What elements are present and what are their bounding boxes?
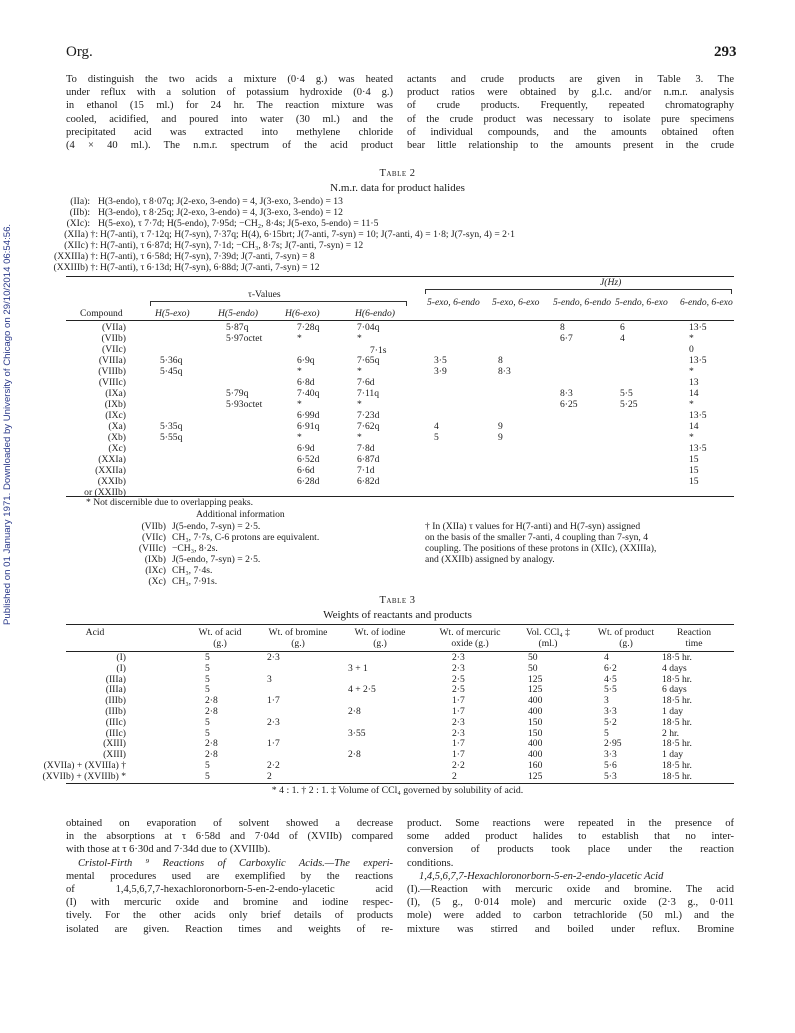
table3-column-header: (g.) [619,638,633,649]
table2-cell: 5·97octet [226,333,263,344]
coupling-text: H(7-anti), τ 6·87d; H(7-syn), 7·1d; −CH₃, 8·7s; J(7-anti, 7-syn) = 12 [100,240,364,251]
page-number: 293 [714,44,737,60]
table3-cell: 2·8 [205,738,218,750]
table2-cell: 9 [498,432,503,443]
table2-cell: 7·1d [357,465,375,476]
text-line: of individual compounds, and the amounts obtained often [407,126,734,138]
table2-cell: 6·6d [297,465,315,476]
table2-cell: 7·65q [357,355,380,366]
table3-cell: 1 day [662,706,684,717]
text-line: cooled, acidified, and poured into water (30 ml.) and the [66,113,393,125]
table3-cell: 2·3 [267,652,280,663]
j-header: J(Hz) [600,277,622,288]
table2-cell: 7·04q [357,322,380,333]
table3-cell: 5·5 [604,684,617,696]
table3-cell: 4 [604,652,609,663]
download-notice: Published on 01 January 1971. Downloaded by University of Chicago on 29/10/2014 06:54:56. [2,223,13,625]
text-line: conditions. [407,857,454,869]
table2-column-header: H(6-exo) [285,308,320,319]
table3-footnote: * 4 : 1. † 2 : 1. ‡ Volume of CCl₄ governed by solubility of acid. [271,785,524,796]
table2-cell: 7·28q [297,322,320,333]
table3-cell: 2·95 [604,738,622,750]
text-line: (4 × 40 ml.). The n.m.r. spectrum of the acid product [66,140,393,152]
table3-cell: 1·7 [452,738,465,750]
table2-cell: 6·25 [560,399,578,410]
section-heading: 1,4,5,6,7,7-Hexachloronorborn-5-en-2-endo-ylacetic Acid [419,870,664,882]
section-heading: Cristol-Firth ⁹ Reactions of Carboxylic Acids.—The experi- [78,857,393,869]
table3-cell: 2·3 [452,662,465,674]
table3-cell: 5 [205,727,210,739]
table3-cell: 125 [528,673,543,685]
table3-cell: 400 [528,749,543,761]
table3-cell: 18·5 hr. [662,770,692,782]
table3-cell: 5 [205,652,210,663]
table3-cell: 1·7 [267,738,280,750]
coupling-compound: (XIIa) †: [64,229,98,240]
table3-column-header: Wt. of bromine [268,627,328,638]
text-line: To distinguish the two acids a mixture (0·4 g.) was heated [66,74,393,85]
coupling-text: H(7-anti), τ 6·58d; H(7-syn), 7·39d; J(7-anti, 7-syn) = 8 [100,251,315,262]
coupling-compound: (XXIIIb) †: [53,262,98,273]
text-line: (I), (5 g., 0·014 mole) and mercuric oxide (2·3 g., 0·011 [407,897,734,909]
table3-cell: 5 [205,662,210,674]
table3-cell: 6·2 [604,662,617,674]
table3-column-header: Reaction [676,627,712,638]
table2-label: Table 2 [379,168,416,179]
coupling-text: H(7-anti), τ 6·13d; H(7-syn), 6·88d; J(7-anti, 7-syn) = 12 [100,262,320,273]
table2-column-header: H(5-endo) [218,308,258,319]
table2-cell: 5·36q [160,355,183,366]
text-line: actants and crude products are given in Table 3. The [407,74,734,85]
additional-text: J(5-endo, 7-syn) = 2·5. [172,521,261,532]
table3-acid-cell: (IIIb) [105,706,126,717]
table3-label: Table 3 [379,595,416,606]
table2-cell: 15 [689,465,699,476]
text-line: of the crude product was necessary to isolate pure specimens [407,113,734,125]
table2-cell: * [689,366,694,377]
table2-footnote-star: * Not discernible due to overlapping peaks. [86,497,254,508]
table2-cell: 7·8d [357,443,375,454]
tau-header: τ-Values [248,289,281,300]
table2-cell: 8·3 [560,388,573,399]
additional-text: CH₃, 7·91s. [172,576,218,587]
table3-cell: 1·7 [452,695,465,707]
table2-column-header: 6-endo, 6-exo [680,297,733,308]
table3-acid-cell: (IIIc) [105,716,126,728]
table3-acid-cell: (I) [116,652,126,663]
table3-acid-cell: (IIIc) [105,727,126,739]
coupling-compound: (XXIIIa) †: [54,251,98,262]
table3-column-header: (g.) [213,638,227,649]
table2-compound-cell: (IXc) [105,410,126,421]
table3-cell: 1 day [662,749,684,761]
table3-cell: 5 [205,760,210,771]
table3-cell: 5·2 [604,716,617,728]
table3-cell: 3·3 [604,706,617,717]
intro-left-column [66,73,393,152]
table3-cell: 2·8 [348,706,361,717]
table3-title: Weights of reactants and products [323,609,472,621]
table2-compound-cell: (Xc) [108,443,126,454]
table3-cell: 18·5 hr. [662,673,692,685]
table2-cell: 5·79q [226,388,249,399]
additional-compound: (VIIc) [142,532,166,543]
table2-cell: 5·55q [160,432,183,443]
table3-cell: 3 + 1 [348,662,368,674]
table3-cell: 2·3 [452,716,465,728]
table3-column-header: Wt. of product [597,627,655,638]
body-left-column [66,817,393,936]
coupling-compound: (XIIc) †: [64,240,98,251]
table2-cell: 5·5 [620,388,633,399]
text-line: of 1,4,5,6,7,7-hexachloronorborn-5-en-2-endo-ylacetic acid [66,884,393,896]
coupling-compound: (XIc): [66,218,90,229]
table2-column-header: 5-endo, 6-endo [553,297,612,308]
table2-cell: 3·5 [434,355,447,366]
table2-cell: 8 [498,355,503,366]
table2-compound-cell: (IXa) [105,388,126,399]
table3-cell: 4 + 2·5 [348,684,376,696]
table3-cell: 400 [528,738,543,750]
table3-cell: 5 [205,673,210,685]
table2-column-header: H(5-exo) [155,308,190,319]
table2-cell: * [297,399,302,410]
table3-column-header: Wt. of mercuric [439,627,501,638]
table3-cell: 5 [604,727,609,739]
additional-compound: (VIIb) [141,521,166,532]
table2-column-header: 5-exo, 6-endo [427,297,480,308]
table2-cell: 14 [689,388,699,399]
table3-cell: 2 [267,770,272,782]
table2-cell: 6·52d [297,454,320,465]
table2-cell: 7·11q [357,388,380,399]
table2-cell: 6·8d [297,377,315,388]
additional-compound: (Xc) [148,576,166,587]
table3-cell: 5·6 [604,760,617,771]
text-line: † In (XIIa) τ values for H(7-anti) and H(7-syn) assigned [425,521,641,532]
table2-compound-cell: (Xa) [108,421,126,432]
table2-column-header: Compound [80,308,123,319]
table2-cell: 3·9 [434,366,447,377]
text-line: and (XXIIb) assigned by analogy. [425,553,555,565]
table2-cell: * [297,432,302,443]
text-line: conversion of products took place under the reaction [407,844,734,856]
table2-compound-cell: (VIIa) [102,322,126,333]
coupling-text: H(3-endo), τ 8·25q; J(2-exo, 3-endo) = 4, J(3-exo, 3-endo) = 12 [98,207,343,218]
table3-cell: 3 [604,695,609,707]
table3-cell: 2·8 [205,749,218,761]
table3-cell: 2·5 [452,684,465,696]
text-line: (I).—Reaction with mercuric oxide and bromine. The acid [407,884,734,896]
table3-column-header: oxide (g.) [451,638,489,649]
table2-column-header: 5-exo, 6-exo [492,297,540,308]
table3-cell: 3·3 [604,749,617,761]
table3-cell: 18·5 hr. [662,738,692,750]
table3-cell: 5 [205,770,210,782]
table2-column-header: H(6-endo) [355,308,395,319]
table2-cell: 5·87q [226,322,249,333]
table3-acid-cell: (IIIa) [105,673,126,685]
text-line: precipitated acid was extracted into methylene chloride [66,126,393,138]
dagger-note [425,522,656,566]
table2-cell: 8·3 [498,366,511,377]
table3-top-rule [66,624,734,625]
table3-cell: 2 [452,770,457,782]
table3-cell: 4 days [662,662,687,674]
table3-cell: 5 [205,684,210,696]
table2-compound-cell: (XXIb) [97,476,126,487]
body-right-column [407,817,734,936]
table3-acid-cell: (IIIa) [105,684,126,696]
text-line: in ethanol (15 ml.) for 24 hr. The reaction mixture was [66,100,393,112]
text-line: with those at τ 6·30d and 7·34d due to (XVIIIb). [66,844,271,856]
table3-column-header: (g.) [373,638,387,649]
table2-cell: 5 [434,432,439,443]
table3-cell: 1·7 [452,749,465,761]
table2-cell: 13 [689,377,699,388]
table3-cell: 150 [528,727,543,739]
table2-cell: 6·99d [297,410,320,421]
table2-header-rule [66,320,734,321]
tau-brace [150,301,407,306]
additional-text: CH₃, 7·4s. [172,565,213,576]
table3-column-header: Wt. of acid [198,627,242,638]
text-line: (I) with mercuric oxide and bromine and iodine respec- [66,897,393,909]
text-line: coupling. The positions of these protons in (XIIc), (XXIIIa), [425,542,657,554]
text-line: in the absorptions at τ 6·58d and 7·04d of (XVIIb) compared [66,831,393,843]
intro-right-column [407,73,734,152]
table2-cell: * [357,399,362,410]
table3-cell: 2·8 [205,706,218,717]
table3-acid-cell: (XIII) [103,738,126,750]
table2-cell: 13·5 [689,410,707,421]
table3-cell: 18·5 hr. [662,716,692,728]
table3-cell: 3 [267,673,272,685]
table3-cell: 1·7 [267,695,280,707]
table2-cell: 6·9d [297,443,315,454]
table2-cell: 8 [560,322,565,333]
table3-cell: 18·5 hr. [662,760,692,771]
table3-column-header: Vol. CCl₄ ‡ [526,627,570,638]
table2-cell: * [297,366,302,377]
table2-compound-cell: (Xb) [107,432,126,443]
table2-cell: * [689,432,694,443]
table2-cell: 6·9q [297,355,315,366]
table2-cell: 5·45q [160,366,183,377]
table3-cell: 1·7 [452,706,465,717]
table3-cell: 2·5 [452,673,465,685]
table2-cell: * [689,333,694,344]
j-brace [425,289,732,294]
table2-cell: 15 [689,476,699,487]
table2-compound-cell: (VIIIc) [98,377,126,388]
table2-cell: 7·62q [357,421,380,432]
table3-cell: 2·2 [452,760,465,771]
text-line: on the basis of the smaller 7-anti, 4 coupling than 7-syn, 4 [425,531,649,543]
table3-acid-cell: (XVIIb) + (XVIIIb) * [42,770,126,782]
text-line: mental procedures used are exemplified by the reactions [66,870,393,882]
coupling-text: H(5-exo), τ 7·7d; H(5-endo), 7·95d; −CH₂, 8·4s; J(5-exo, 5-endo) = 11·5 [98,218,379,229]
table2-compound-cell: (XXIa) [98,454,126,465]
table2-cell: 6 [620,322,625,333]
table2-cell: 7·6d [357,377,375,388]
text-line: of crude products. Frequently, repeated chromatography [407,100,734,112]
table2-compound-cell: (VIIc) [102,344,126,355]
table3-cell: 2 hr. [662,727,680,739]
text-line: obtained on evaporation of solvent showed a decrease [66,818,393,829]
table3-cell: 50 [528,652,538,663]
text-line: mixture was stirred and boiled under reflux. Bromine [407,923,734,935]
coupling-text: H(3-endo), τ 8·07q; J(2-exo, 3-endo) = 4, J(3-exo, 3-endo) = 13 [98,196,343,207]
table3-cell: 2·2 [267,760,280,771]
table3-cell: 18·5 hr. [662,652,692,663]
table3-acid-cell: (I) [116,662,126,674]
table3-acid-cell: (XVIIa) + (XVIIIa) † [43,760,126,771]
text-line: isolated are given. Reaction times and weights of re- [66,923,393,935]
table2-cell: 6·82d [357,476,380,487]
table3-cell: 400 [528,695,543,707]
table3-cell: 6 days [662,684,687,696]
table2-compound-cell: or (XXIIb) [84,487,126,498]
table2-cell: 13·5 [689,443,707,454]
table2-cell: 7·23d [357,410,380,421]
table3-cell: 160 [528,760,543,771]
additional-text: −CH₃, 8·2s. [172,543,218,554]
table2-cell: 5·25 [620,399,638,410]
table2-cell: 13·5 [689,355,707,366]
table2-cell: * [357,366,362,377]
table2-compound-cell: (VIIb) [101,333,126,344]
table3-column-header: Acid [85,627,105,638]
table2-cell: 6·28d [297,476,320,487]
table3-cell: 2·3 [452,652,465,663]
table3-column-header: (g.) [291,638,305,649]
table3-column-header: time [685,638,703,649]
table2-compound-cell: (VIIIa) [98,355,126,366]
table2-cell: 0 [689,344,694,355]
table2-cell: * [689,399,694,410]
table3-cell: 50 [528,662,538,674]
table3-cell: 3·55 [348,727,366,739]
table2-top-rule [66,276,734,277]
additional-info-title: Additional information [196,509,285,520]
text-line: product. Some reactions were repeated in the presence of [407,818,734,829]
table3-cell: 125 [528,684,543,696]
viic-tau-value: 7·1s [370,345,387,356]
table2-cell: 14 [689,421,699,432]
text-line: product ratios were obtained by g.l.c. and/or n.m.r. analysis [407,87,734,99]
table3-cell: 4·5 [604,673,617,685]
table2-cell: * [297,333,302,344]
coupling-text: H(7-anti), τ 7·12q; H(7-syn), 7·37q; H(4), 6·15brt; J(7-anti, 7-syn) = 10; J(7-anti, 4) = 1·8; J(7-syn, 4) = 2·1 [100,229,515,240]
table2-compound-cell: (XXIIa) [95,465,126,476]
table2-compound-cell: (VIIIb) [98,366,126,377]
table3-cell: 2·3 [452,727,465,739]
table2-column-header: 5-endo, 6-exo [615,297,668,308]
text-line: bear little relationship to the amounts present in the crude [407,140,734,152]
table2-cell: * [357,432,362,443]
table2-title: N.m.r. data for product halides [330,182,465,194]
table3-cell: 150 [528,716,543,728]
table2-cell: 13·5 [689,322,707,333]
coupling-compound: (IIb): [69,207,90,218]
table3-cell: 2·8 [348,749,361,761]
additional-compound: (IXc) [145,565,166,576]
table3-cell: 2·8 [205,695,218,707]
table3-cell: 400 [528,706,543,717]
text-line: under reflux with a solution of potassium hydroxide (0·4 g.) [66,87,393,99]
table3-column-header: Wt. of iodine [354,627,406,638]
additional-compound: (VIIIc) [138,543,166,554]
table2-cell: 5·35q [160,421,183,432]
text-line: tively. For the other acids only brief details of products [66,910,393,922]
additional-text: J(5-endo, 7-syn) = 2·5. [172,554,261,565]
table2-cell: 9 [498,421,503,432]
table2-cell: 5·93octet [226,399,263,410]
table2-cell: 7·40q [297,388,320,399]
table3-cell: 5 [205,716,210,728]
table3-cell: 18·5 hr. [662,695,692,707]
table2-cell: 15 [689,454,699,465]
text-line: mole) were added to carbon tetrachloride (50 ml.) and the [407,910,734,922]
table2-cell: 6·91q [297,421,320,432]
table3-cell: 5·3 [604,770,617,782]
journal-name: Org. [66,44,93,60]
table2-cell: 6·7 [560,333,573,344]
additional-text: CH₃, 7·7s, C-6 protons are equivalent. [172,532,320,543]
table3-cell: 2·3 [267,716,280,728]
table3-bottom-rule [66,783,734,784]
table3-acid-cell: (IIIb) [105,695,126,707]
table2-cell: 6·87d [357,454,380,465]
additional-compound: (IXb) [144,554,166,565]
table2-cell: * [357,333,362,344]
table2-compound-cell: (IXb) [104,399,126,410]
coupling-compound: (IIa): [70,196,90,207]
table3-column-header: (ml.) [538,638,558,649]
table3-acid-cell: (XIII) [103,749,126,761]
table3-cell: 125 [528,770,543,782]
table2-cell: 4 [620,333,625,344]
text-line: some added product halides to establish that no inter- [407,831,734,843]
table3-header-rule [66,651,734,652]
table2-cell: 4 [434,421,439,432]
